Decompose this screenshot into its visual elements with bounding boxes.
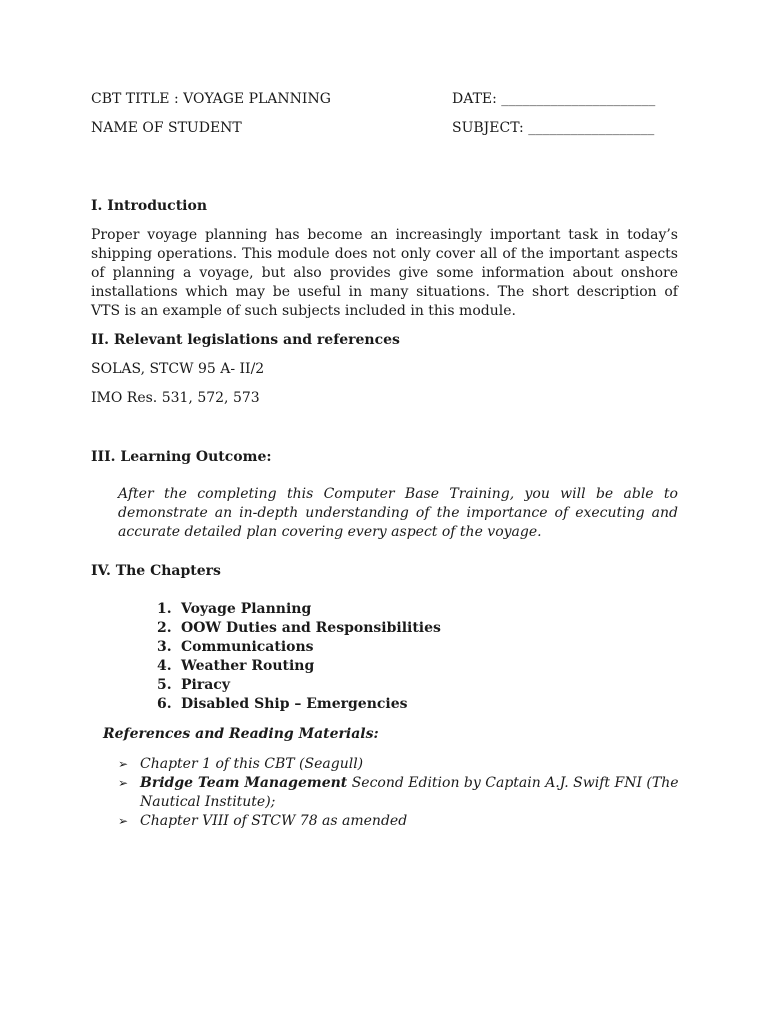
chapter-number: 4. — [157, 658, 172, 674]
intro-line: shipping operations. This module does not only cover all of the important aspects — [91, 246, 678, 262]
list-item — [118, 755, 688, 774]
arrow-bullet-icon: ➢ — [118, 776, 129, 790]
cbt-title: CBT TITLE : VOYAGE PLANNING — [91, 91, 331, 107]
intro-line: installations which may be useful in many situations. The short description of — [91, 284, 678, 300]
list-item — [157, 657, 441, 676]
outcome-heading: III. Learning Outcome: — [91, 449, 272, 465]
list-item — [157, 695, 441, 714]
chapter-number: 5. — [157, 677, 172, 693]
intro-heading: I. Introduction — [91, 198, 207, 214]
arrow-bullet-icon: ➢ — [118, 757, 129, 771]
list-item — [118, 812, 688, 831]
student-name-label: NAME OF STUDENT — [91, 120, 242, 136]
list-item — [157, 600, 441, 619]
list-item — [157, 676, 441, 695]
reference-text: Second Edition by Captain A.J. Swift FNI (The Nautical Institute); — [140, 775, 679, 810]
outcome-line: accurate detailed plan covering every aspect of the voyage. — [118, 524, 542, 540]
outcome-line: After the completing this Computer Base Training, you will be able to — [118, 486, 678, 502]
references-heading: References and Reading Materials: — [103, 726, 379, 742]
outcome-paragraph — [118, 485, 678, 542]
chapter-label: Weather Routing — [181, 658, 315, 674]
intro-line: Proper voyage planning has become an increasingly important task in today’s — [91, 227, 678, 243]
legislation-imo: IMO Res. 531, 572, 573 — [91, 390, 260, 406]
legislation-heading: II. Relevant legislations and references — [91, 332, 400, 348]
references-list — [118, 755, 688, 831]
date-field: DATE: ______________________ — [452, 91, 656, 107]
legislation-solas: SOLAS, STCW 95 A- II/2 — [91, 361, 265, 377]
list-item — [157, 619, 441, 638]
reference-text: Chapter VIII of STCW 78 as amended — [140, 813, 408, 829]
chapter-number: 2. — [157, 620, 172, 636]
outcome-line: demonstrate an in-depth understanding of the importance of executing and — [118, 505, 678, 521]
reference-bold-title: Bridge Team Management — [140, 775, 348, 791]
chapter-label: OOW Duties and Responsibilities — [181, 620, 441, 636]
chapter-number: 1. — [157, 601, 172, 617]
chapter-label: Piracy — [181, 677, 230, 693]
chapter-number: 6. — [157, 696, 172, 712]
reference-text: Chapter 1 of this CBT (Seagull) — [140, 756, 364, 772]
chapter-label: Communications — [181, 639, 314, 655]
chapter-label: Disabled Ship – Emergencies — [181, 696, 408, 712]
intro-paragraph — [91, 226, 678, 321]
subject-field: SUBJECT: __________________ — [452, 120, 655, 136]
chapter-number: 3. — [157, 639, 172, 655]
list-item — [118, 774, 688, 812]
chapters-list — [157, 600, 441, 714]
list-item — [157, 638, 441, 657]
intro-line: of planning a voyage, but also provides give some information about onshore — [91, 265, 678, 281]
intro-line: VTS is an example of such subjects included in this module. — [91, 303, 516, 319]
chapters-heading: IV. The Chapters — [91, 563, 221, 579]
arrow-bullet-icon: ➢ — [118, 814, 129, 828]
chapter-label: Voyage Planning — [181, 601, 312, 617]
